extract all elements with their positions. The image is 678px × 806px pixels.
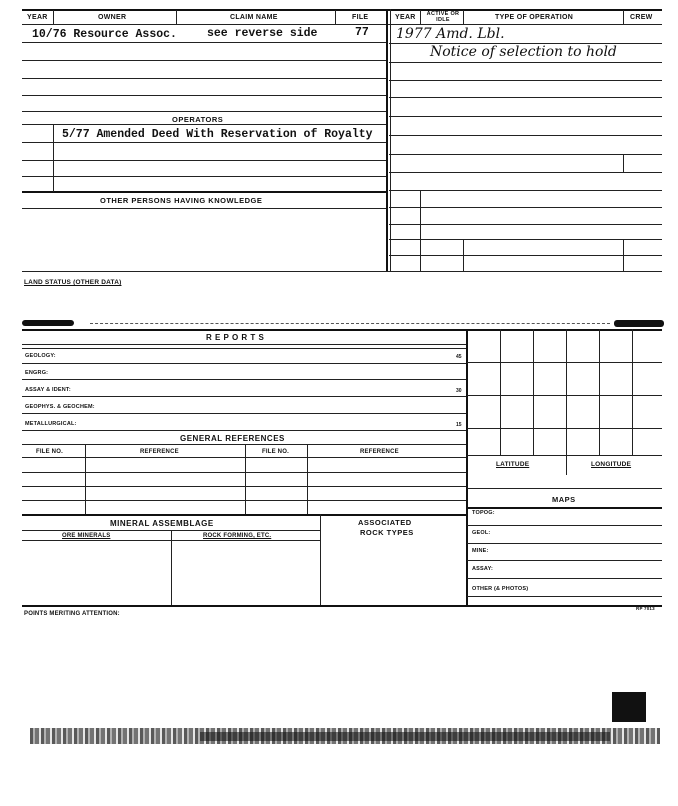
scan-smudge <box>22 320 74 326</box>
associated-rock-types-line-2: ROCK TYPES <box>360 528 414 537</box>
reports-heading: R E P O R T S <box>206 333 265 342</box>
report-row-geology: GEOLOGY: <box>25 353 56 359</box>
maps-row-geol: GEOL: <box>472 530 491 536</box>
operators-entry: 5/77 Amended Deed With Reservation of Royalty <box>62 128 373 141</box>
header-year: YEAR <box>27 14 48 21</box>
other-persons-heading: OTHER PERSONS HAVING KNOWLEDGE <box>100 196 263 205</box>
report-row-geophys: GEOPHYS. & GEOCHEM: <box>25 404 95 410</box>
general-references-heading: GENERAL REFERENCES <box>180 434 285 443</box>
header-claim-name: CLAIM NAME <box>230 14 278 21</box>
header-owner: OWNER <box>98 14 127 21</box>
gr-col-file-no-2: FILE NO. <box>262 449 289 455</box>
gr-col-file-no-1: FILE NO. <box>36 449 63 455</box>
scan-dark-block <box>612 692 646 722</box>
report-row-metallurgical: METALLURGICAL: <box>25 421 77 427</box>
maps-row-topog: TOPOG: <box>472 510 495 516</box>
report-row-engrg: ENGRG: <box>25 370 49 376</box>
points-meriting-attention-label: POINTS MERITING ATTENTION: <box>24 611 120 617</box>
maps-row-other: OTHER (& PHOTOS) <box>472 586 529 592</box>
associated-rock-types-line-1: ASSOCIATED <box>358 518 412 527</box>
mineral-assemblage-heading: MINERAL ASSEMBLAGE <box>110 519 214 528</box>
land-status-label: LAND STATUS (OTHER DATA) <box>24 279 122 286</box>
operation-handwritten-line-1: 1977 Amd. Lbl. <box>396 26 505 42</box>
maps-heading: MAPS <box>552 495 576 504</box>
gr-col-reference-1: REFERENCE <box>140 449 179 455</box>
rock-forming-label: ROCK FORMING, ETC. <box>203 533 272 539</box>
latitude-label: LATITUDE <box>496 461 530 468</box>
file-entry: 77 <box>355 26 369 39</box>
report-row-assay-num: 30 <box>456 388 462 394</box>
header-year-2: YEAR <box>395 14 416 21</box>
report-row-metallurgical-num: 15 <box>456 422 462 428</box>
header-crew: CREW <box>630 14 653 21</box>
operation-handwritten-line-2: Notice of selection to hold <box>430 44 617 60</box>
maps-row-assay: ASSAY: <box>472 566 494 572</box>
report-row-assay: ASSAY & IDENT: <box>25 387 71 393</box>
claim-name-entry: see reverse side <box>207 27 318 40</box>
form-number: RP 7013 <box>636 606 655 611</box>
ore-minerals-label: ORE MINERALS <box>62 533 111 539</box>
longitude-label: LONGITUDE <box>591 461 632 468</box>
operators-heading: OPERATORS <box>172 115 224 124</box>
owner-entry: 10/76 Resource Assoc. <box>32 28 177 41</box>
header-type-of-operation: TYPE OF OPERATION <box>495 14 574 21</box>
header-file: FILE <box>352 14 369 21</box>
header-active-or-idle: ACTIVE OR IDLE <box>426 11 460 23</box>
maps-row-mine: MINE: <box>472 548 489 554</box>
scan-smudge-right <box>614 320 664 327</box>
scan-noise-band-dark <box>200 732 610 741</box>
gr-col-reference-2: REFERENCE <box>360 449 399 455</box>
report-row-geology-num: 45 <box>456 354 462 360</box>
